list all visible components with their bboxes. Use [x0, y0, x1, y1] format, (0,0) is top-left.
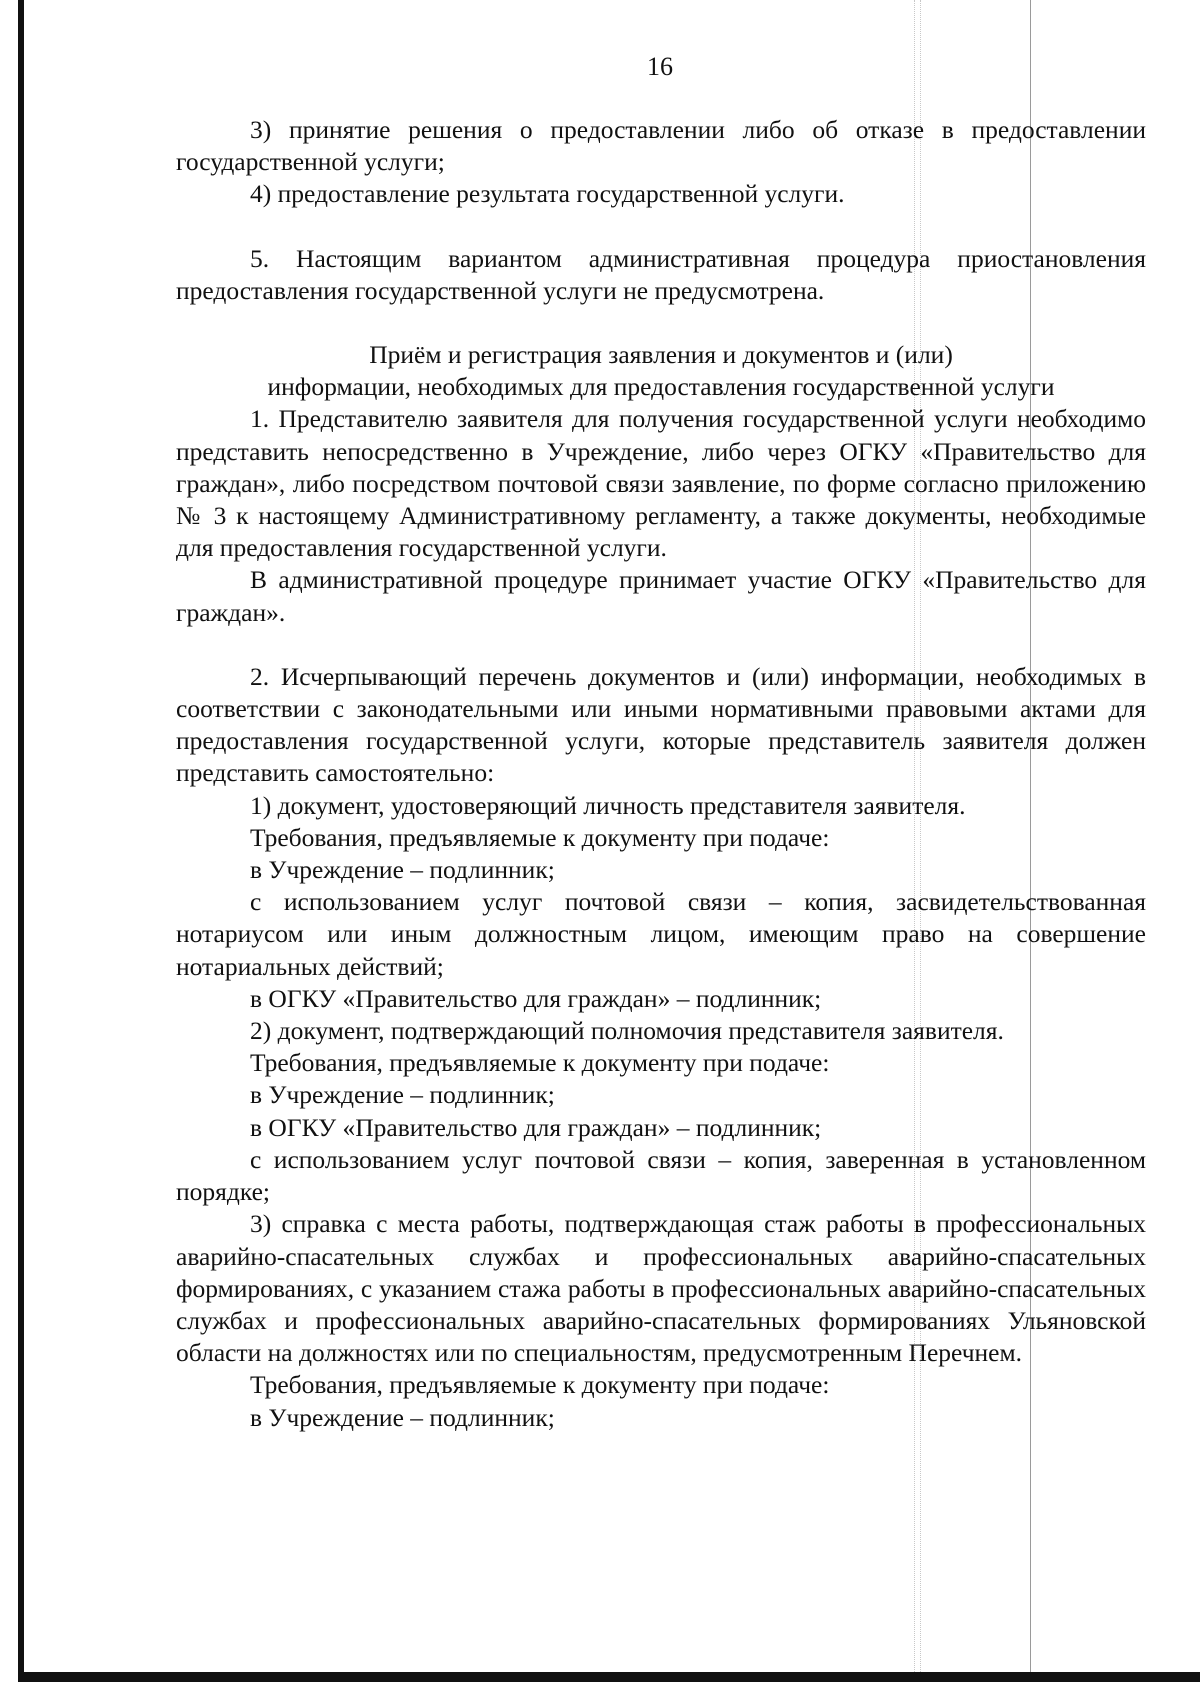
paragraph: Требования, предъявляемые к документу при подаче:: [250, 822, 830, 852]
section-heading-line: Приём и регистрация заявления и документов и (или): [369, 340, 953, 370]
paragraph: в Учреждение – подлинник;: [250, 1080, 555, 1110]
paragraph: Требования, предъявляемые к документу при подаче:: [250, 1048, 830, 1078]
scan-left-border: [18, 0, 24, 1680]
paragraph: 2. Исчерпывающий перечень документов и (или) информации, необходимых в соответствии с законодательными или иными нормативными правовыми актами для предоставления государственной услуги, которые представитель заявителя должен представить самостоятельно:: [176, 661, 1146, 788]
document-body: [176, 114, 1146, 1434]
paragraph: в Учреждение – подлинник;: [250, 855, 555, 885]
page-number: 16: [647, 52, 673, 81]
paragraph: в ОГКУ «Правительство для граждан» – подлинник;: [250, 1112, 822, 1142]
section-heading: [176, 339, 1146, 403]
paragraph: 4) предоставление результата государственной услуги.: [250, 179, 845, 209]
section-heading-line: информации, необходимых для предоставления государственной услуги: [267, 372, 1055, 402]
paragraph: с использованием услуг почтовой связи – копия, заверенная в установленном порядке;: [176, 1144, 1146, 1207]
paragraph: 1. Представителю заявителя для получения государственной услуги необходимо представить непосредственно в Учреждение, либо через ОГКУ «Правительство для граждан», либо посредством почтовой связи заявление, по форме согласно приложению № 3 к настоящему Административному регламенту, а также документы, необходимые для предоставления государственной услуги.: [176, 404, 1146, 563]
paragraph: в Учреждение – подлинник;: [250, 1402, 555, 1432]
paragraph: 5. Настоящим вариантом административная процедура приостановления предоставления государственной услуги не предусмотрена.: [176, 243, 1146, 305]
main-section: [176, 403, 1146, 1433]
scan-bottom-border: [18, 1672, 1200, 1682]
paragraph: 2) документ, подтверждающий полномочия представителя заявителя.: [250, 1016, 1004, 1046]
paragraph: в ОГКУ «Правительство для граждан» – подлинник;: [250, 983, 822, 1013]
paragraph: 3) принятие решения о предоставлении либо об отказе в предоставлении государственной услуги;: [176, 115, 1146, 177]
paragraph: с использованием услуг почтовой связи – копия, засвидетельствованная нотариусом или иным должностным лицом, имеющим право на совершение нотариальных действий;: [176, 887, 1146, 981]
paragraph: В административной процедуре принимает участие ОГКУ «Правительство для граждан».: [176, 565, 1146, 627]
paragraph: Требования, предъявляемые к документу при подаче:: [250, 1370, 830, 1400]
paragraph: 1) документ, удостоверяющий личность представителя заявителя.: [250, 790, 966, 820]
intro-section: [176, 114, 1146, 307]
paragraph: 3) справка с места работы, подтверждающая стаж работы в профессиональных аварийно-спасательных службах и профессиональных аварийно-спасательных формированиях, с указанием стажа работы в профессиональных аварийно-спасательных службах и профессиональных аварийно-спасательных формированиях Ульяновской области на должностях или по специальностям, предусмотренным Перечнем.: [176, 1209, 1146, 1368]
